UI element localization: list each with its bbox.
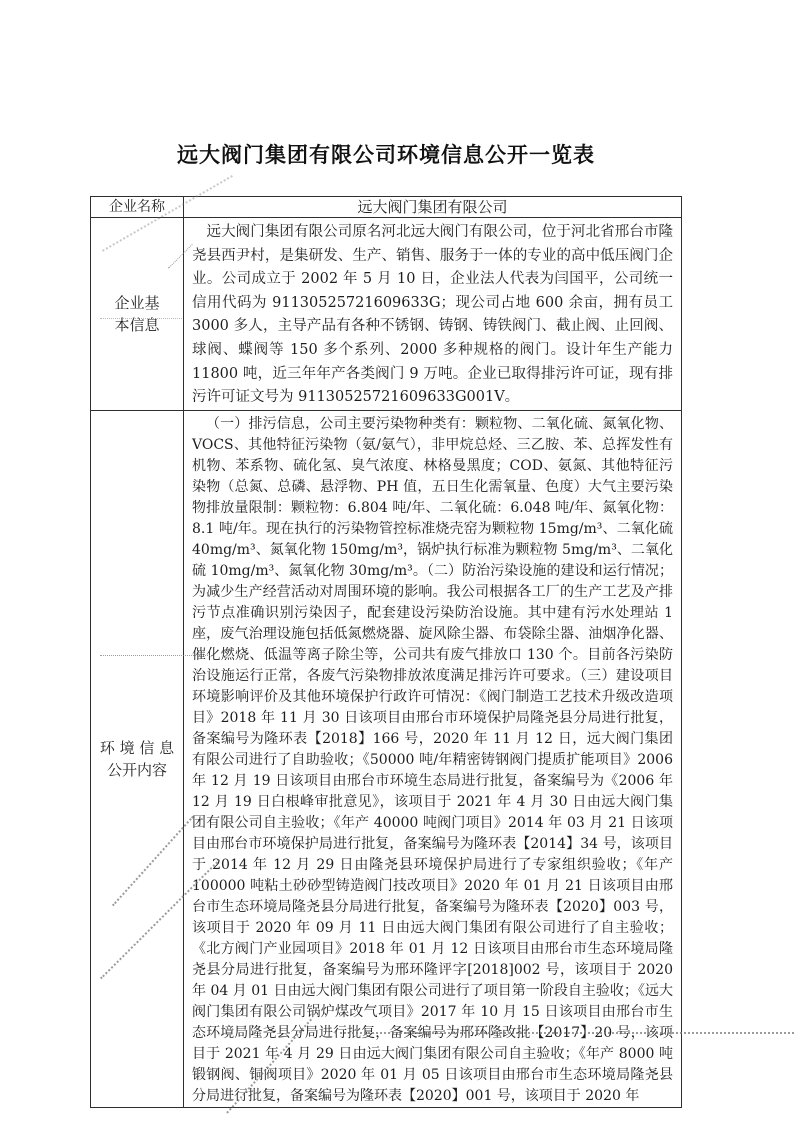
- basic-info-label: [91, 218, 184, 411]
- page-title: 远大阀门集团有限公司环境信息公开一览表: [177, 142, 595, 167]
- basic-info-label-line2: 本信息: [114, 315, 160, 334]
- basic-info-label-line1: 企业基: [114, 293, 160, 312]
- disclosure-label-line1: 环 境 信 息: [99, 738, 175, 757]
- company-name-value: 远大阀门集团有限公司: [184, 197, 682, 218]
- table-row-company-name: [91, 197, 682, 218]
- company-name-label: 企业名称: [91, 197, 184, 218]
- basic-info-cell: [184, 218, 682, 411]
- table-row-disclosure: [91, 410, 682, 1107]
- environment-disclosure-table: [90, 196, 682, 1108]
- disclosure-cell: [184, 410, 682, 1107]
- table-row-basic-info: [91, 218, 682, 411]
- disclosure-label: [91, 410, 184, 1107]
- disclosure-text: （一）排污信息，公司主要污染物种类有：颗粒物、二氧化硫、氮氧化物、VOCS、其他特征污染物（氨/氨气），非甲烷总烃、三乙胺、苯、总挥发性有机物、苯系物、硫化氢、臭气浓度、林格曼黑度；COD、氨氮、其他特征污染物（总氮、总磷、悬浮物、PH 值，五日生化需氧量、色度）大气主要污染物排放量限制：颗粒物：6.804 吨/年、二氧化硫：6.048 吨/年、氮氧化物：8.1 吨/年。现在执行的污染物管控标准烧壳窑为颗粒物 15mg/m³、二氧化硫 40mg/m³、氮氧化物 150mg/m³，锅炉执行标准为颗粒物 5mg/m³、二氧化硫 10mg/m³、氮氧化物 30mg/m³。（二）防治污染设施的建设和运行情况；为减少生产经营活动对周围环境的影响。我公司根据各工厂的生产工艺及产排污节点准确识别污染因子，配套建设污染防治设施。其中建有污水处理站 1 座，废气治理设施包括低氮燃烧器、旋风除尘器、布袋除尘器、油烟净化器、催化燃烧、低温等离子除尘等，公司共有废气排放口 130 个。目前各污染防治设施运行正常，各废气污染物排放浓度满足排污许可要求。（三）建设项目环境影响评价及其他环境保护行政许可情况：《阀门制造工艺技术升级改造项目》2018 年 11 月 30 日该项目由邢台市环境保护局隆尧县分局进行批复，备案编号为隆环表【2018】166 号，2020 年 11 月 12 日，远大阀门集团有限公司进行了自助验收；《50000 吨/年精密铸钢阀门提质扩能项目》2006 年 12 月 19 日该项目由邢台市环境生态局进行批复，备案编号为《2006 年 12 月 19 日白根峰审批意见》，该项目于 2021 年 4 月 30 日由远大阀门集团有限公司自主验收；《年产 40000 吨阀门项目》2014 年 03 月 21 日该项目由邢台市环境保护局进行批复，备案编号为隆环表【2014】34 号，该项目于 2014 年 12 月 29 日由隆尧县环境保护局进行了专家组织验收；《年产 100000 吨粘土砂砂型铸造阀门技改项目》2020 年 01 月 21 日该项目由邢台市生态环境局隆尧县分局进行批复，备案编号为隆环表【2020】003 号，该项目于 2020 年 09 月 11 日由远大阀门集团有限公司进行了自主验收；《北方阀门产业园项目》2018 年 01 月 12 日该项目由邢台市生态环境局隆尧县分局进行批复，备案编号为邢环隆评字[2018]002 号，该项目于 2020 年 04 月 01 日由远大阀门集团有限公司进行了项目第一阶段自主验收；《远大阀门集团有限公司锅炉煤改气项目》2017 年 10 月 15 日该项目由邢台市生态环境局隆尧县分局进行批复，备案编号为邢环隆改批【2017】20 号，该项目于 2021 年 4 月 29 日由远大阀门集团有限公司自主验收；《年产 8000 吨锻钢阀、铜阀项目》2020 年 01 月 05 日该项目由邢台市生态环境局隆尧县分局进行批复，备案编号为隆环表【2020】001 号，该项目于 2020 年: [192, 415, 673, 1104]
- disclosure-label-line2: 公开内容: [106, 760, 167, 779]
- basic-info-text: 远大阀门集团有限公司原名河北远大阀门有限公司，位于河北省邢台市隆尧县西尹村，是集研发、生产、销售、服务于一体的专业的高中低压阀门企业。公司成立于 2002 年 5 月 10 日，企业法人代表为闫国平，公司统一信用代码为 91130525721609633G；现公司占地 600 余亩，拥有员工 3000 多人，主导产品有各种不锈钢、铸钢、铸铁阀门、截止阀、止回阀、球阀、蝶阀等 150 多个系列、2000 多种规格的阀门。设计年生产能力 11800 吨，近三年年产各类阀门 9 万吨。企业已取得排污许可证，现有排污许可证文号为 91130525721609633G001V。: [192, 224, 673, 406]
